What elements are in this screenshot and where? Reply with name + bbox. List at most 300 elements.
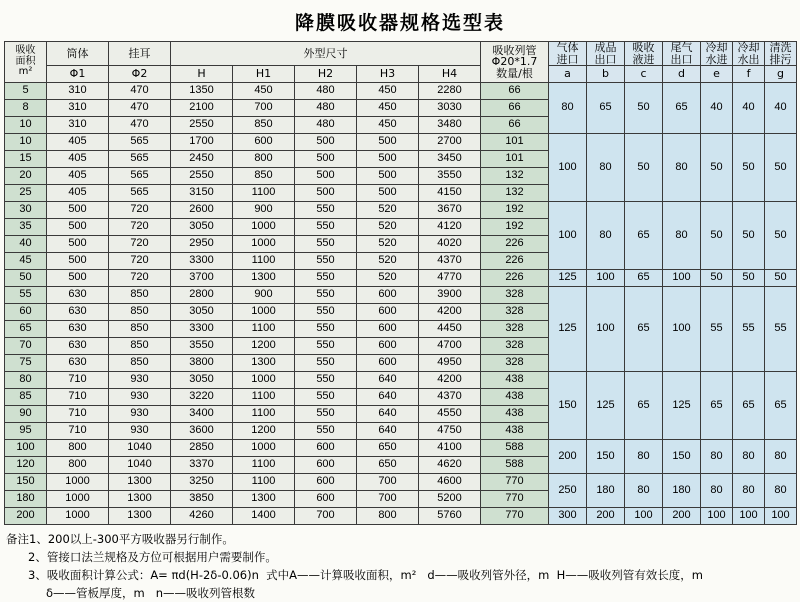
header-nozzle-c-l2: 液进 (632, 52, 655, 66)
cell-shell-dia: 500 (47, 202, 109, 219)
cell-nozzle-c: 65 (625, 372, 663, 440)
cell-h2: 500 (295, 168, 357, 185)
cell-ear-dia: 1300 (109, 508, 171, 525)
cell-shell-dia: 500 (47, 253, 109, 270)
cell-nozzle-d: 80 (663, 134, 701, 202)
cell-shell-dia: 800 (47, 440, 109, 457)
cell-shell-dia: 710 (47, 406, 109, 423)
cell-ear-dia: 720 (109, 270, 171, 287)
note-line-4: δ——管板厚度，m n——吸收列管根数 (46, 585, 255, 600)
spec-table (4, 41, 797, 525)
cell-ear-dia: 850 (109, 304, 171, 321)
cell-nozzle-c: 50 (625, 134, 663, 202)
cell-nozzle-f: 65 (733, 372, 765, 440)
cell-nozzle-b: 180 (587, 474, 625, 508)
cell-ear-dia: 565 (109, 185, 171, 202)
cell-shell-dia: 710 (47, 372, 109, 389)
cell-h1: 1100 (233, 406, 295, 423)
header-dim-h4: H4 (419, 66, 481, 83)
cell-h3: 650 (357, 457, 419, 474)
cell-ear-dia: 720 (109, 253, 171, 270)
cell-nozzle-f: 80 (733, 474, 765, 508)
cell-tube-count: 192 (481, 202, 549, 219)
cell-h3: 600 (357, 321, 419, 338)
cell-h4: 3900 (419, 287, 481, 304)
header-nozzle-d-l1: 尾气 (670, 41, 693, 54)
cell-h2: 550 (295, 236, 357, 253)
header-nozzle-g-l1: 清洗 (769, 41, 792, 54)
cell-nozzle-c: 65 (625, 270, 663, 287)
cell-h1: 1200 (233, 423, 295, 440)
cell-tube-count: 101 (481, 151, 549, 168)
cell-shell-dia: 710 (47, 423, 109, 440)
cell-tube-count: 438 (481, 423, 549, 440)
cell-nozzle-f: 80 (733, 440, 765, 474)
cell-ear-dia: 930 (109, 389, 171, 406)
note-line-3: 3、吸收面积计算公式：A= πd(H-2δ-0.06)n 式中A——计算吸收面积，m² d——吸收列管外径，m H——吸收列管有效长度，m (28, 567, 703, 582)
cell-ear-dia: 470 (109, 100, 171, 117)
cell-h4: 3480 (419, 117, 481, 134)
table-row (5, 270, 797, 287)
cell-h2: 550 (295, 304, 357, 321)
cell-area: 200 (5, 508, 47, 525)
header-nozzle-a-l1: 气体 (556, 41, 579, 54)
cell-h4: 4620 (419, 457, 481, 474)
cell-tube-count: 192 (481, 219, 549, 236)
cell-h1: 450 (233, 83, 295, 100)
cell-h4: 5200 (419, 491, 481, 508)
cell-h: 1350 (171, 83, 233, 100)
cell-shell-dia: 405 (47, 168, 109, 185)
cell-tube-count: 328 (481, 304, 549, 321)
cell-nozzle-c: 65 (625, 202, 663, 270)
cell-area: 15 (5, 151, 47, 168)
header-tubes (481, 42, 549, 83)
cell-h: 3850 (171, 491, 233, 508)
cell-nozzle-e: 40 (701, 83, 733, 134)
cell-nozzle-g: 80 (765, 474, 797, 508)
cell-h2: 550 (295, 338, 357, 355)
cell-shell-dia: 405 (47, 134, 109, 151)
cell-h2: 480 (295, 83, 357, 100)
cell-ear-dia: 1040 (109, 440, 171, 457)
cell-h3: 450 (357, 117, 419, 134)
cell-h3: 520 (357, 270, 419, 287)
cell-shell-dia: 405 (47, 151, 109, 168)
header-area (5, 42, 47, 83)
header-area-line2: 面积 (15, 55, 36, 67)
cell-nozzle-e: 80 (701, 474, 733, 508)
cell-area: 70 (5, 338, 47, 355)
cell-h4: 3030 (419, 100, 481, 117)
cell-h2: 550 (295, 219, 357, 236)
cell-h: 4260 (171, 508, 233, 525)
cell-h: 2550 (171, 117, 233, 134)
cell-nozzle-c: 80 (625, 474, 663, 508)
cell-h4: 4770 (419, 270, 481, 287)
cell-h1: 1300 (233, 270, 295, 287)
cell-tube-count: 101 (481, 134, 549, 151)
cell-nozzle-a: 80 (549, 83, 587, 134)
cell-h2: 480 (295, 100, 357, 117)
cell-shell-dia: 310 (47, 100, 109, 117)
cell-nozzle-g: 80 (765, 440, 797, 474)
cell-h1: 800 (233, 151, 295, 168)
header-code-c: c (625, 66, 663, 83)
cell-shell-dia: 710 (47, 389, 109, 406)
cell-h2: 550 (295, 389, 357, 406)
header-dim-h: H (171, 66, 233, 83)
cell-nozzle-g: 50 (765, 202, 797, 270)
cell-h2: 550 (295, 253, 357, 270)
cell-h: 3800 (171, 355, 233, 372)
cell-h: 3150 (171, 185, 233, 202)
cell-area: 80 (5, 372, 47, 389)
header-nozzle-b-l2: 出口 (594, 52, 617, 66)
header-ear-sym: Φ2 (109, 66, 171, 83)
cell-shell-dia: 405 (47, 185, 109, 202)
cell-tube-count: 328 (481, 321, 549, 338)
cell-h4: 4370 (419, 389, 481, 406)
cell-tube-count: 226 (481, 236, 549, 253)
header-code-e: e (701, 66, 733, 83)
cell-h2: 600 (295, 457, 357, 474)
header-nozzle-c (625, 42, 663, 66)
cell-h3: 520 (357, 236, 419, 253)
cell-nozzle-b: 100 (587, 287, 625, 372)
cell-h: 3050 (171, 304, 233, 321)
cell-tube-count: 438 (481, 389, 549, 406)
cell-nozzle-a: 100 (549, 134, 587, 202)
cell-h2: 500 (295, 185, 357, 202)
cell-h3: 640 (357, 423, 419, 440)
cell-nozzle-f: 100 (733, 508, 765, 525)
cell-h4: 4150 (419, 185, 481, 202)
cell-nozzle-b: 65 (587, 83, 625, 134)
cell-ear-dia: 1300 (109, 474, 171, 491)
cell-h3: 600 (357, 304, 419, 321)
cell-area: 55 (5, 287, 47, 304)
cell-shell-dia: 630 (47, 338, 109, 355)
cell-area: 35 (5, 219, 47, 236)
cell-shell-dia: 1000 (47, 491, 109, 508)
cell-ear-dia: 850 (109, 321, 171, 338)
cell-shell-dia: 500 (47, 219, 109, 236)
cell-shell-dia: 630 (47, 304, 109, 321)
cell-h: 3600 (171, 423, 233, 440)
cell-nozzle-b: 100 (587, 270, 625, 287)
cell-nozzle-f: 50 (733, 270, 765, 287)
cell-h4: 2280 (419, 83, 481, 100)
cell-h2: 500 (295, 151, 357, 168)
header-nozzle-f-l2: 水出 (737, 52, 760, 66)
cell-h4: 4020 (419, 236, 481, 253)
cell-area: 90 (5, 406, 47, 423)
cell-h2: 700 (295, 508, 357, 525)
cell-h4: 3550 (419, 168, 481, 185)
cell-area: 100 (5, 440, 47, 457)
cell-tube-count: 328 (481, 338, 549, 355)
cell-h: 3400 (171, 406, 233, 423)
cell-h3: 600 (357, 355, 419, 372)
cell-nozzle-e: 50 (701, 134, 733, 202)
cell-h1: 1400 (233, 508, 295, 525)
cell-h1: 1000 (233, 219, 295, 236)
table-header (5, 42, 797, 83)
cell-nozzle-g: 55 (765, 287, 797, 372)
cell-tube-count: 770 (481, 508, 549, 525)
cell-nozzle-a: 200 (549, 440, 587, 474)
cell-tube-count: 66 (481, 117, 549, 134)
cell-h4: 4200 (419, 304, 481, 321)
cell-nozzle-f: 40 (733, 83, 765, 134)
cell-h: 2800 (171, 287, 233, 304)
header-nozzle-a (549, 42, 587, 66)
cell-nozzle-d: 150 (663, 440, 701, 474)
cell-area: 95 (5, 423, 47, 440)
cell-h3: 650 (357, 440, 419, 457)
cell-h2: 480 (295, 117, 357, 134)
cell-h3: 450 (357, 83, 419, 100)
cell-h3: 600 (357, 287, 419, 304)
cell-h: 2600 (171, 202, 233, 219)
cell-h2: 550 (295, 287, 357, 304)
cell-h4: 3450 (419, 151, 481, 168)
header-nozzle-f (733, 42, 765, 66)
cell-nozzle-f: 50 (733, 134, 765, 202)
table-row (5, 508, 797, 525)
cell-h2: 550 (295, 406, 357, 423)
cell-ear-dia: 565 (109, 134, 171, 151)
cell-area: 120 (5, 457, 47, 474)
cell-h1: 900 (233, 287, 295, 304)
cell-h4: 4450 (419, 321, 481, 338)
cell-h4: 3670 (419, 202, 481, 219)
cell-h4: 4600 (419, 474, 481, 491)
cell-shell-dia: 630 (47, 321, 109, 338)
cell-tube-count: 66 (481, 83, 549, 100)
header-tube-line1: 吸收列管 (492, 43, 537, 57)
cell-ear-dia: 850 (109, 338, 171, 355)
cell-tube-count: 132 (481, 185, 549, 202)
cell-shell-dia: 310 (47, 117, 109, 134)
header-tube-line2: Φ20*1.7 (491, 55, 538, 69)
cell-h3: 640 (357, 406, 419, 423)
cell-area: 10 (5, 134, 47, 151)
cell-ear-dia: 850 (109, 355, 171, 372)
cell-h1: 1100 (233, 185, 295, 202)
cell-area: 60 (5, 304, 47, 321)
header-tube-line3: 数量/根 (496, 66, 533, 80)
cell-area: 25 (5, 185, 47, 202)
cell-h2: 550 (295, 321, 357, 338)
cell-h: 3050 (171, 219, 233, 236)
table-row (5, 83, 797, 100)
cell-area: 85 (5, 389, 47, 406)
cell-h2: 550 (295, 372, 357, 389)
cell-h4: 5760 (419, 508, 481, 525)
cell-area: 30 (5, 202, 47, 219)
header-nozzle-b-l1: 成品 (594, 41, 617, 54)
header-nozzle-a-l2: 进口 (556, 52, 579, 66)
cell-h2: 550 (295, 270, 357, 287)
cell-h3: 500 (357, 134, 419, 151)
cell-ear-dia: 470 (109, 117, 171, 134)
cell-h1: 1000 (233, 304, 295, 321)
cell-h1: 700 (233, 100, 295, 117)
header-area-unit: m² (18, 66, 33, 78)
cell-nozzle-b: 80 (587, 134, 625, 202)
header-nozzle-e-l2: 水进 (705, 52, 728, 66)
cell-area: 50 (5, 270, 47, 287)
cell-h3: 520 (357, 202, 419, 219)
cell-tube-count: 588 (481, 457, 549, 474)
cell-tube-count: 226 (481, 270, 549, 287)
cell-ear-dia: 720 (109, 219, 171, 236)
cell-h2: 600 (295, 474, 357, 491)
cell-nozzle-d: 125 (663, 372, 701, 440)
cell-h3: 640 (357, 372, 419, 389)
header-code-d: d (663, 66, 701, 83)
cell-tube-count: 770 (481, 474, 549, 491)
cell-ear-dia: 720 (109, 202, 171, 219)
cell-nozzle-c: 80 (625, 440, 663, 474)
cell-h3: 500 (357, 168, 419, 185)
cell-h1: 1200 (233, 338, 295, 355)
cell-h: 3220 (171, 389, 233, 406)
cell-h3: 700 (357, 474, 419, 491)
cell-h3: 800 (357, 508, 419, 525)
header-dim-h3: H3 (357, 66, 419, 83)
cell-h1: 1000 (233, 372, 295, 389)
cell-h1: 1100 (233, 457, 295, 474)
cell-nozzle-a: 100 (549, 202, 587, 270)
cell-h3: 520 (357, 253, 419, 270)
cell-nozzle-g: 50 (765, 270, 797, 287)
cell-ear-dia: 1040 (109, 457, 171, 474)
cell-h4: 4950 (419, 355, 481, 372)
cell-tube-count: 438 (481, 372, 549, 389)
cell-h3: 520 (357, 219, 419, 236)
cell-area: 180 (5, 491, 47, 508)
cell-h1: 900 (233, 202, 295, 219)
cell-h4: 4120 (419, 219, 481, 236)
cell-nozzle-e: 50 (701, 202, 733, 270)
cell-nozzle-d: 100 (663, 270, 701, 287)
cell-nozzle-d: 200 (663, 508, 701, 525)
header-nozzle-e-l1: 冷却 (705, 41, 728, 54)
cell-h3: 600 (357, 338, 419, 355)
table-row (5, 134, 797, 151)
cell-ear-dia: 850 (109, 287, 171, 304)
cell-tube-count: 66 (481, 100, 549, 117)
cell-ear-dia: 1300 (109, 491, 171, 508)
cell-nozzle-b: 150 (587, 440, 625, 474)
cell-shell-dia: 630 (47, 355, 109, 372)
cell-h3: 640 (357, 389, 419, 406)
cell-tube-count: 328 (481, 355, 549, 372)
cell-h1: 1100 (233, 321, 295, 338)
cell-h4: 4100 (419, 440, 481, 457)
note-line-2: 2、管接口法兰规格及方位可根据用户需要制作。 (28, 549, 277, 564)
cell-area: 40 (5, 236, 47, 253)
table-body (5, 83, 797, 525)
cell-h: 3700 (171, 270, 233, 287)
cell-area: 10 (5, 117, 47, 134)
cell-area: 65 (5, 321, 47, 338)
cell-nozzle-f: 50 (733, 202, 765, 270)
cell-shell-dia: 630 (47, 287, 109, 304)
cell-h1: 1000 (233, 440, 295, 457)
header-row-1 (5, 42, 797, 66)
cell-nozzle-a: 150 (549, 372, 587, 440)
cell-tube-count: 226 (481, 253, 549, 270)
cell-h3: 700 (357, 491, 419, 508)
cell-nozzle-d: 180 (663, 474, 701, 508)
cell-h: 3550 (171, 338, 233, 355)
cell-h2: 600 (295, 440, 357, 457)
cell-nozzle-d: 65 (663, 83, 701, 134)
cell-area: 5 (5, 83, 47, 100)
header-shell-sym: Φ1 (47, 66, 109, 83)
cell-h2: 550 (295, 202, 357, 219)
cell-nozzle-d: 100 (663, 287, 701, 372)
header-code-f: f (733, 66, 765, 83)
cell-nozzle-g: 50 (765, 134, 797, 202)
cell-shell-dia: 1000 (47, 474, 109, 491)
cell-nozzle-e: 50 (701, 270, 733, 287)
header-nozzle-g-l2: 排污 (769, 52, 792, 66)
cell-nozzle-c: 65 (625, 287, 663, 372)
cell-tube-count: 438 (481, 406, 549, 423)
cell-nozzle-c: 100 (625, 508, 663, 525)
cell-shell-dia: 800 (47, 457, 109, 474)
table-row (5, 372, 797, 389)
cell-h: 2950 (171, 236, 233, 253)
header-shell: 筒体 (47, 42, 109, 66)
cell-h4: 4550 (419, 406, 481, 423)
header-nozzle-f-l1: 冷却 (737, 41, 760, 54)
cell-h: 3370 (171, 457, 233, 474)
cell-h1: 850 (233, 168, 295, 185)
cell-h2: 500 (295, 134, 357, 151)
cell-h: 2550 (171, 168, 233, 185)
header-nozzle-d-l2: 出口 (670, 52, 693, 66)
cell-shell-dia: 310 (47, 83, 109, 100)
cell-h: 3300 (171, 253, 233, 270)
cell-h4: 4200 (419, 372, 481, 389)
table-row (5, 202, 797, 219)
cell-h1: 1100 (233, 389, 295, 406)
cell-ear-dia: 720 (109, 236, 171, 253)
cell-ear-dia: 470 (109, 83, 171, 100)
cell-h1: 1100 (233, 474, 295, 491)
cell-h3: 450 (357, 100, 419, 117)
cell-tube-count: 770 (481, 491, 549, 508)
cell-h1: 1300 (233, 491, 295, 508)
notes-block (4, 531, 796, 602)
table-row (5, 474, 797, 491)
cell-tube-count: 132 (481, 168, 549, 185)
cell-area: 20 (5, 168, 47, 185)
cell-nozzle-c: 50 (625, 83, 663, 134)
table-row (5, 440, 797, 457)
cell-h1: 1300 (233, 355, 295, 372)
cell-shell-dia: 1000 (47, 508, 109, 525)
header-nozzle-e (701, 42, 733, 66)
cell-nozzle-f: 55 (733, 287, 765, 372)
cell-nozzle-e: 80 (701, 440, 733, 474)
